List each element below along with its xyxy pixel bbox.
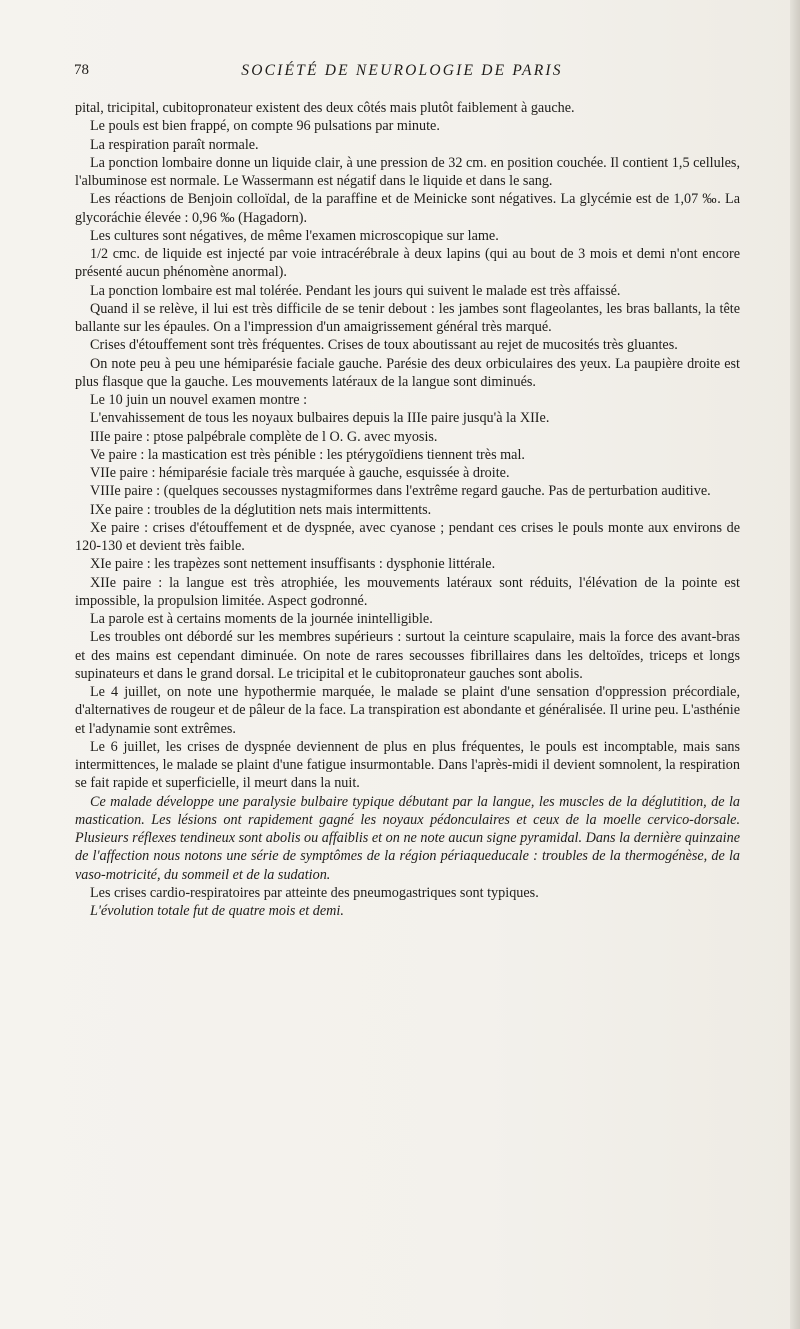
paragraph: pital, tricipital, cubitopronateur existent des deux côtés mais plutôt faiblement à gauche. [75, 100, 575, 116]
paragraph: La ponction lombaire est mal tolérée. Pendant les jours qui suivent le malade est très affaissé. [90, 282, 621, 299]
paragraph: Les réactions de Benjoin colloïdal, de la paraffine et de Meinicke sont négatives. La glycémie est de 1,07 ‰. La glycoráchie élevée : 0,96 ‰ (Hagadorn). [75, 191, 740, 226]
body-text [75, 99, 740, 920]
paragraph: On note peu à peu une hémiparésie faciale gauche. Parésie des deux orbiculaires des yeux. La paupière droite est plus flasque que la gauche. Les mouvements latéraux de la langue sont diminués. [75, 355, 740, 390]
page-number: 78 [74, 62, 89, 78]
paragraph: La ponction lombaire donne un liquide clair, à une pression de 32 cm. en position couchée. Il contient 1,5 cellules, l'albuminose est normale. Le Wassermann est négatif dans le liquide et dans le sang. [75, 154, 740, 189]
paragraph: Le 6 juillet, les crises de dyspnée deviennent de plus en plus fréquentes, le pouls est incomptable, mais sans intermittences, le malade se plaint d'une fatigue insurmontable. Dans l'après-midi il devient somnolent, la respiration se fait rapide et superficielle, il meurt dans la nuit. [75, 738, 740, 792]
paragraph: 1/2 cmc. de liquide est injecté par voie intracérébrale à deux lapins (qui au bout de 3 mois et demi n'ont encore présenté aucun phénomène anormal). [75, 246, 740, 281]
paragraph: La respiration paraît normale. [90, 136, 259, 153]
paragraph: Quand il se relève, il lui est très difficile de se tenir debout : les jambes sont flageolantes, les bras ballants, la tête ballante sur les épaules. On a l'impression d'un amaigrissement général très marqué. [75, 300, 740, 335]
paragraph: La parole est à certains moments de la journée inintelligible. [90, 611, 433, 627]
paragraph: Xe paire : crises d'étouffement et de dyspnée, avec cyanose ; pendant ces crises le pouls monte aux environs de 120-130 et devient très faible. [75, 519, 740, 554]
page-edge-shadow [790, 0, 800, 1329]
paragraph: Le 10 juin un nouvel examen montre : [90, 392, 308, 408]
paragraph: Les crises cardio-respiratoires par atteinte des pneumogastriques sont typiques. [90, 884, 539, 901]
paragraph: Le pouls est bien frappé, on compte 96 pulsations par minute. [90, 118, 440, 135]
paragraph: IIIe paire : ptose palpébrale complète de l O. G. avec myosis. [90, 428, 438, 445]
paragraph: Les cultures sont négatives, de même l'examen microscopique sur lame. [90, 227, 499, 244]
paragraph: Les troubles ont débordé sur les membres supérieurs : surtout la ceinture scapulaire, mais la force des avant-bras et des mains est cependant diminuée. On note de rares secousses fibrillaires dans les deltoïdes, triceps et longs supinateurs et dans le grand dorsal. Le tricipital et le cubitopronateur gauches sont abolis. [75, 629, 740, 682]
paragraph: XIIe paire : la langue est très atrophiée, les mouvements latéraux sont réduits, l'élévation de la pointe est impossible, la propulsion limitée. Aspect godronné. [75, 574, 740, 609]
paragraph: Ve paire : la mastication est très pénible : les ptérygoïdiens tiennent très mal. [90, 446, 525, 463]
paragraph: IXe paire : troubles de la déglutition nets mais intermittents. [90, 501, 432, 518]
paragraph: VIIIe paire : (quelques secousses nystagmiformes dans l'extrême regard gauche. Pas de perturbation auditive. [90, 483, 711, 500]
paragraph: Crises d'étouffement sont très fréquentes. Crises de toux aboutissant au rejet de mucosités très gluantes. [90, 337, 678, 354]
paragraph: Le 4 juillet, on note une hypothermie marquée, le malade se plaint d'une sensation d'oppression précordiale, d'alternatives de rougeur et de pâleur de la face. La transpiration est abondante et généralisée. Il urine peu. L'asthénie et l'adynamie sont extrêmes. [75, 684, 740, 737]
paragraph: VIIe paire : hémiparésie faciale très marquée à gauche, esquissée à droite. [90, 465, 510, 481]
paragraph-conclusion: L'évolution totale fut de quatre mois et demi. [90, 903, 344, 919]
running-title: SOCIÉTÉ DE NEUROLOGIE DE PARIS [241, 62, 563, 79]
paragraph: XIe paire : les trapèzes sont nettement insuffisants : dysphonie littérale. [90, 556, 496, 573]
paragraph-conclusion: Ce malade développe une paralysie bulbaire typique débutant par la langue, les muscles de la déglutition, de la mastication. Les lésions ont rapidement gagné les noyaux pédonculaires et ceux de la moelle cervico-dorsale. Plusieurs réflexes tendineux sont abolis ou affaiblis et on ne note aucun signe pyramidal. Dans la dernière quinzaine de l'affection nous notons une série de symptômes de la région périaqueducale : troubles de la thermogénèse, de la vaso-motricité, du sommeil et de la sudation. [75, 793, 740, 883]
page-header [62, 62, 742, 86]
paragraph: L'envahissement de tous les noyaux bulbaires depuis la IIIe paire jusqu'à la XIIe. [90, 410, 550, 427]
